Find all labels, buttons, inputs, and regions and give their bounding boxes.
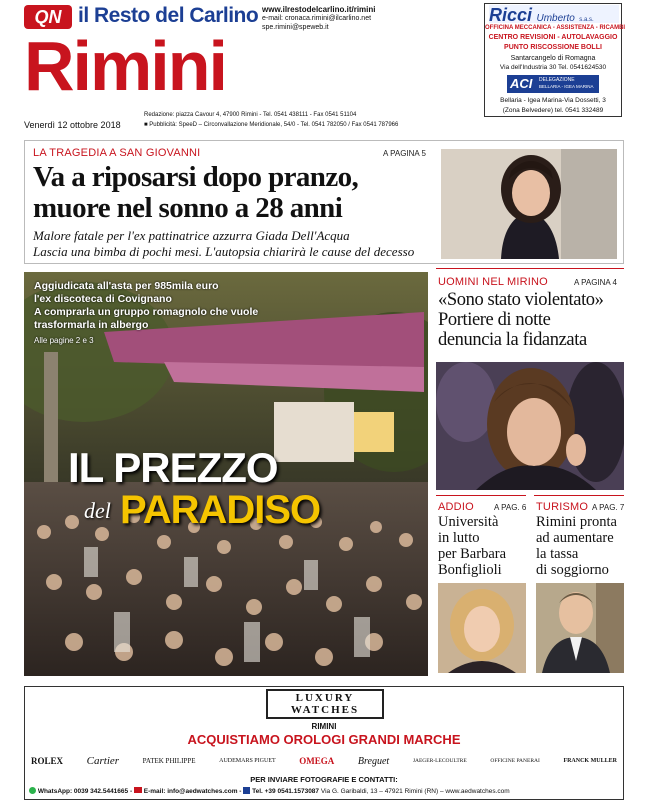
ricci-bolli: PUNTO RISCOSSIONE BOLLI bbox=[504, 44, 602, 51]
turismo-photo bbox=[536, 583, 624, 673]
addio-pageref: A PAG. 6 bbox=[494, 503, 527, 512]
ricci-sas: s.a.s. bbox=[579, 17, 594, 23]
turismo-kicker: TURISMO bbox=[536, 501, 589, 513]
photo-title-2: PARADISO bbox=[120, 488, 321, 532]
lw-logo-2: WATCHES bbox=[290, 704, 360, 716]
date: Venerdì 12 ottobre 2018 bbox=[24, 120, 121, 130]
lw-email: E-mail: info@aedwatches.com - bbox=[143, 788, 242, 795]
side-story-1 bbox=[436, 268, 624, 493]
whatsapp-icon bbox=[29, 787, 36, 794]
lw-whatsapp: WhatsApp: 0039 342.5441665 - bbox=[37, 788, 133, 795]
pubblicita: ■ Pubblicità: SpeeD – Circonvallazione Meridionale, 54/0 - Tel. 0541 782050 / Fax 0541 787966 bbox=[144, 122, 399, 128]
brand-franck: FRANCK MULLER bbox=[563, 758, 617, 764]
lw-address: Via G. Garibaldi, 13 – 47921 Rimini (RN) – www.aedwatches.com bbox=[320, 788, 510, 795]
side1-headline-3: denuncia la fidanzata bbox=[438, 330, 587, 350]
ricci-address: Via dell'Industria 30 Tel. 0541624530 bbox=[499, 64, 607, 71]
ricci-brand bbox=[489, 5, 619, 23]
turismo-l2: ad aumentare bbox=[536, 530, 614, 546]
ricci-zona: (Zona Belvedere) tel. 0541 332489 bbox=[502, 107, 604, 114]
addio-l4: Bonfiglioli bbox=[438, 562, 502, 578]
lead-story bbox=[24, 140, 624, 264]
lead-headline-2: muore nel sonno a 28 anni bbox=[33, 192, 343, 224]
website: www.ilrestodelcarlino.it/rimini bbox=[262, 5, 376, 14]
luxury-watches-ad bbox=[24, 686, 624, 800]
turismo-pageref: A PAG. 7 bbox=[592, 503, 625, 512]
lead-photo bbox=[441, 149, 617, 259]
ricci-suffix: Umberto bbox=[536, 13, 575, 24]
lead-sub-1: Malore fatale per l'ex pattinatrice azzurra Giada Dell'Acqua bbox=[33, 228, 350, 243]
lw-tel: Tel. +39 0541.1573087 bbox=[252, 788, 320, 795]
lead-headline-1: Va a riposarsi dopo pranzo, bbox=[33, 161, 359, 193]
side1-headline-1: «Sono stato violentato» bbox=[438, 290, 604, 310]
addio-kicker: ADDIO bbox=[438, 501, 474, 513]
brand-patek: PATEK PHILIPPE bbox=[142, 757, 196, 765]
lead-pageref: A PAGINA 5 bbox=[383, 149, 426, 158]
aci-delegazione: DELEGAZIONE bbox=[539, 77, 575, 83]
lw-logo bbox=[266, 689, 384, 719]
brand-jlc: JAEGER-LECOULTRE bbox=[412, 758, 467, 764]
photo-caption-3: A comprarla un gruppo romagnolo che vuole bbox=[34, 306, 259, 318]
email-2: spe.rimini@speweb.it bbox=[262, 24, 329, 31]
brand-cartier: Cartier bbox=[86, 755, 120, 767]
brand-panerai: OFFICINE PANERAI bbox=[490, 758, 540, 764]
photo-caption-2: l'ex discoteca di Covignano bbox=[34, 293, 172, 305]
turismo-l4: di soggiorno bbox=[536, 562, 609, 578]
paper-name: il Resto del Carlino bbox=[78, 4, 259, 27]
brand-omega: OMEGA bbox=[299, 756, 335, 766]
brand-rolex: ROLEX bbox=[31, 756, 64, 766]
phone-icon bbox=[243, 787, 250, 794]
redazione: Redazione: piazza Cavour 4, 47900 Rimini - Tel. 0541 438111 - Fax 0541 51104 bbox=[144, 112, 357, 118]
brand-breguet: Breguet bbox=[357, 755, 390, 767]
ricci-town: Santarcangelo di Romagna bbox=[510, 55, 596, 62]
ricci-bellaria: Bellaria - Igea Marina-Via Dossetti, 3 bbox=[500, 97, 606, 104]
lw-contacts bbox=[29, 787, 619, 795]
lw-headline: ACQUISTIAMO OROLOGI GRANDI MARCHE bbox=[187, 732, 461, 747]
main-photo bbox=[24, 272, 428, 676]
side1-topline bbox=[436, 268, 624, 269]
addio-story bbox=[436, 495, 526, 677]
addio-l2: in lutto bbox=[438, 530, 480, 546]
photo-caption-1: Aggiudicata all'asta per 985mila euro bbox=[34, 280, 219, 292]
aci-delegazione-sub: BELLARIA - IGEA MARINA bbox=[539, 84, 594, 89]
lead-sub-2: Lascia una bimba di pochi mesi. L'autopsia chiarirà le cause del decesso bbox=[33, 244, 415, 259]
side1-photo bbox=[436, 362, 624, 490]
ricci-services: OFFICINA MECCANICA - ASSISTENZA - RICAMBI bbox=[485, 25, 626, 31]
photo-pages: Alle pagine 2 e 3 bbox=[34, 336, 94, 345]
lw-contact-title: PER INVIARE FOTOGRAFIE E CONTATTI: bbox=[250, 775, 398, 784]
turismo-l3: la tassa bbox=[536, 546, 579, 562]
photo-title-pre: del bbox=[84, 498, 111, 523]
city-title: Rimini bbox=[24, 27, 226, 105]
email-1: e-mail: cronaca.rimini@ilcarlino.net bbox=[262, 15, 372, 22]
lead-kicker: LA TRAGEDIA A SAN GIOVANNI bbox=[33, 147, 201, 159]
lw-city: RIMINI bbox=[311, 722, 337, 731]
addio-l3: per Barbara bbox=[438, 546, 507, 562]
turismo-story bbox=[534, 495, 624, 677]
brand-ap: AUDEMARS PIGUET bbox=[219, 758, 276, 764]
aci-name: ACI bbox=[510, 76, 533, 91]
aci-logo bbox=[507, 75, 599, 93]
lw-brands bbox=[31, 751, 617, 771]
qn-logo: QN bbox=[24, 5, 72, 29]
ricci-ad bbox=[484, 3, 626, 117]
turismo-l1: Rimini pronta bbox=[536, 514, 617, 530]
photo-caption-4: trasformarla in albergo bbox=[34, 319, 149, 331]
masthead bbox=[22, 4, 474, 134]
ricci-name: Ricci bbox=[489, 5, 533, 25]
mail-icon bbox=[134, 787, 142, 793]
addio-l1: Università bbox=[438, 514, 499, 530]
side1-kicker: UOMINI NEL MIRINO bbox=[438, 276, 548, 288]
lw-logo-1: LUXURY bbox=[295, 692, 355, 704]
turismo-topline bbox=[534, 495, 624, 496]
addio-photo bbox=[438, 583, 526, 673]
side1-pageref: A PAGINA 4 bbox=[574, 278, 617, 287]
ricci-centro: CENTRO REVISIONI - AUTOLAVAGGIO bbox=[488, 34, 618, 41]
side1-headline-2: Portiere di notte bbox=[438, 310, 551, 330]
addio-topline bbox=[436, 495, 526, 496]
photo-title-1: IL PREZZO bbox=[68, 444, 278, 491]
